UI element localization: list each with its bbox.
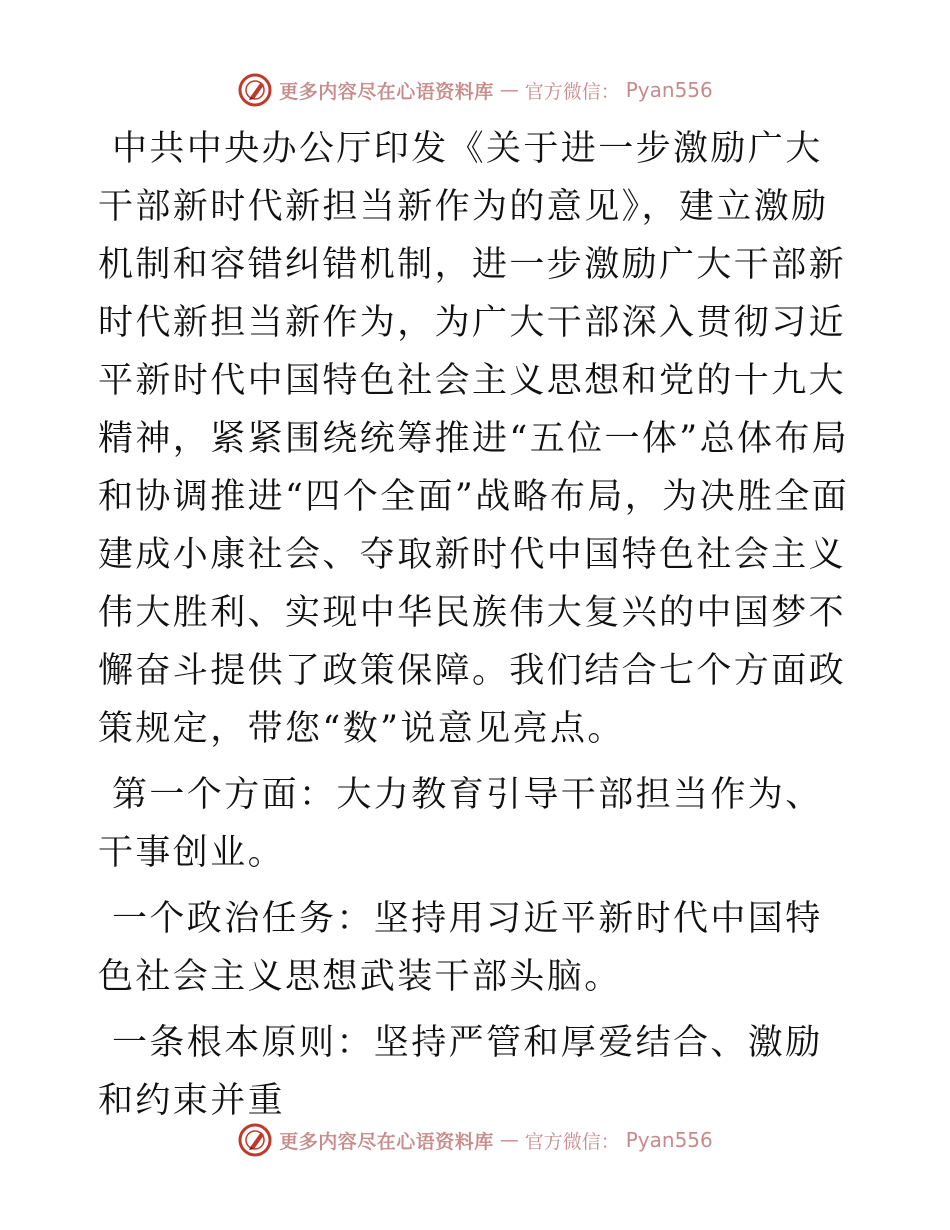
fundamental-principle-paragraph: 一条根本原则：坚持严管和厚爱结合、激励和约束并重 — [98, 1023, 823, 1121]
intro-paragraph: 中共中央办公厅印发《关于进一步激励广大干部新时代新担当新作为的意见》，建立激励机制和容错纠错机制，进一步激励广大干部新时代新担当新作为，为广大干部深入贯彻习近平新时代中国特色社会主义思想和党的十九大精神，紧紧围绕统筹推进“五位一体”总体布局和协调推进“四个全面”战略布局，为决胜全面建成小康社会、夺取新时代中国特色社会主义伟大胜利、实现中华民族伟大复兴的中国梦不懈奋斗提供了政策保障。我们结合七个方面政策规定，带您“数”说意见亮点。 — [98, 129, 850, 749]
banner-main-text: 更多内容尽在心语资料库 — [279, 1130, 494, 1153]
pen-nib-circle-icon — [237, 72, 273, 108]
document-body — [98, 120, 858, 1130]
banner-separator: — — [499, 1129, 519, 1151]
header-watermark-banner — [0, 70, 950, 110]
banner-wechat-id: Pyan556 — [625, 78, 713, 102]
banner-wechat-id: Pyan556 — [625, 1128, 713, 1152]
section-heading-first-aspect: 第一个方面：大力教育引导干部担当作为、干事创业。 — [98, 775, 823, 873]
footer-watermark-banner — [0, 1120, 950, 1160]
pen-nib-circle-icon — [237, 1122, 273, 1158]
banner-main-text: 更多内容尽在心语资料库 — [279, 80, 494, 103]
political-task-paragraph: 一个政治任务：坚持用习近平新时代中国特色社会主义思想武装干部头脑。 — [98, 899, 823, 997]
banner-wechat-label: 官方微信： — [524, 1130, 620, 1153]
banner-separator: — — [499, 79, 519, 101]
banner-wechat-label: 官方微信： — [524, 80, 620, 103]
